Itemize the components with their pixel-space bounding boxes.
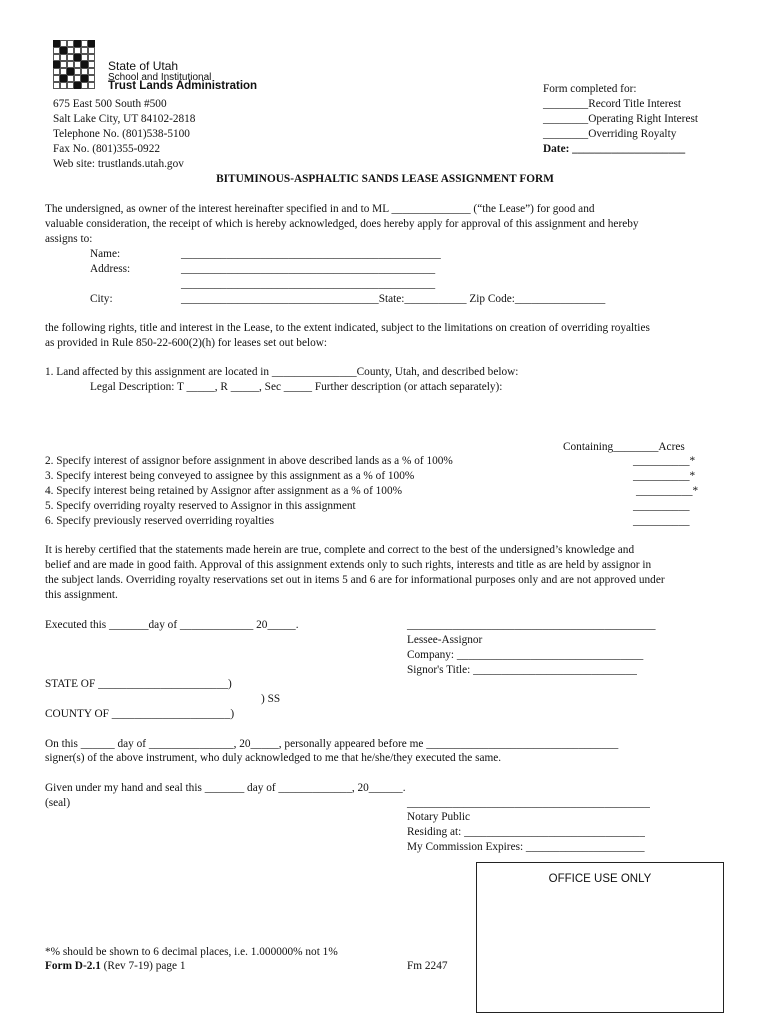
form-for-option[interactable]: ________Operating Right Interest xyxy=(543,113,698,125)
executed-line[interactable]: Executed this _______day of _____________ 20_____. xyxy=(45,619,299,631)
interest-blank[interactable]: __________ xyxy=(633,515,690,527)
rights-line: the following rights, title and interest in the Lease, to the extent indicated, subject to the limitations on creation of overriding royalties xyxy=(45,322,650,334)
seal-label: (seal) xyxy=(45,797,71,809)
address-line: Salt Lake City, UT 84102-2818 xyxy=(53,113,196,125)
signor-title-field[interactable]: Signor's Title: _____________________________ xyxy=(407,664,637,676)
address-label: Address: xyxy=(90,263,131,275)
logo-line3: Trust Lands Administration xyxy=(108,80,258,92)
company-field[interactable]: Company: _________________________________ xyxy=(407,649,644,661)
office-use-label: OFFICE USE ONLY xyxy=(548,873,652,885)
state-of-field[interactable]: STATE OF _______________________) xyxy=(45,678,232,690)
fm-number: Fm 2247 xyxy=(407,960,448,972)
intro-line: valuable consideration, the receipt of which is hereby acknowledged, does hereby apply for approval of this assignment and hereby xyxy=(45,218,639,230)
commission-expires-field[interactable]: My Commission Expires: _____________________ xyxy=(407,841,645,853)
interest-item: 4. Specify interest being retained by Assignor after assignment as a % of 100% xyxy=(45,485,403,497)
acknowledgement-line: On this ______ day of _______________, 20_____, personally appeared before me __________________________________ xyxy=(45,738,619,750)
city-state-zip-field[interactable]: ___________________________________State:___________ Zip Code:________________ xyxy=(181,293,606,305)
interest-blank[interactable]: __________* xyxy=(636,485,699,497)
form-for-heading: Form completed for: xyxy=(543,83,637,95)
rights-line: as provided in Rule 850-22-600(2)(h) for leases set out below: xyxy=(45,337,328,349)
office-use-box xyxy=(476,862,724,1013)
form-id: Form D-2.1 xyxy=(45,960,101,972)
logo-line2: School and Institutional xyxy=(108,72,212,83)
interest-item: 2. Specify interest of assignor before assignment in above described lands as a % of 100% xyxy=(45,455,453,467)
lessee-assignor-label: Lessee-Assignor xyxy=(407,634,483,646)
form-revision: (Rev 7-19) page 1 xyxy=(100,960,186,972)
interest-item: 5. Specify overriding royalty reserved to Assignor in this assignment xyxy=(45,500,356,512)
certify-line: It is hereby certified that the statements made herein are true, complete and correct to the best of the undersigned’s knowledge and xyxy=(45,544,635,556)
address-line: Web site: trustlands.utah.gov xyxy=(53,158,184,170)
logo-line1: State of Utah xyxy=(108,59,179,73)
signature-line[interactable]: ____________________________________________ xyxy=(407,619,656,631)
ss-label: ) SS xyxy=(261,693,281,705)
certify-line: the subject lands. Overriding royalty reservations set out in items 5 and 6 are for informational purposes only and are not approved under xyxy=(45,574,665,586)
certify-line: this assignment. xyxy=(45,589,118,601)
legal-description-line: Legal Description: T _____, R _____, Sec _____ Further description (or attach separately): xyxy=(90,381,503,393)
address-line: Telephone No. (801)538-5100 xyxy=(53,128,190,140)
address-field-2[interactable]: _____________________________________________ xyxy=(181,278,436,290)
name-field[interactable]: ______________________________________________ xyxy=(181,248,441,260)
interest-item: 6. Specify previously reserved overriding royalties xyxy=(45,515,275,527)
address-line: 675 East 500 South #500 xyxy=(53,98,167,110)
interest-blank[interactable]: __________* xyxy=(633,455,696,467)
county-of-field[interactable]: COUNTY OF _____________________) xyxy=(45,708,235,720)
interest-blank[interactable]: __________ xyxy=(633,500,690,512)
notary-signature-line[interactable]: ___________________________________________ xyxy=(407,797,650,809)
interest-blank[interactable]: __________* xyxy=(633,470,696,482)
address-field[interactable]: _____________________________________________ xyxy=(181,263,436,275)
intro-line: assigns to: xyxy=(45,233,93,245)
footer-form-id xyxy=(45,960,186,973)
trust-lands-logo-grid xyxy=(53,40,105,92)
acknowledgement-line: signer(s) of the above instrument, who duly acknowledged to me that he/she/they executed the same. xyxy=(45,752,502,764)
notary-public-label: Notary Public xyxy=(407,811,471,823)
form-for-option[interactable]: ________Overriding Royalty xyxy=(543,128,677,140)
name-label: Name: xyxy=(90,248,121,260)
land-affected-line: 1. Land affected by this assignment are located in _______________County, Utah, and described below: xyxy=(45,366,519,378)
containing-acres[interactable]: Containing________Acres xyxy=(563,441,685,453)
city-label: City: xyxy=(90,293,113,305)
form-title: BITUMINOUS-ASPHALTIC SANDS LEASE ASSIGNMENT FORM xyxy=(216,173,554,185)
intro-line: The undersigned, as owner of the interest hereinafter specified in and to ML ______________ (“the Lease”) for good and xyxy=(45,203,595,215)
given-under-hand-line[interactable]: Given under my hand and seal this _______ day of _____________, 20______. xyxy=(45,782,406,794)
address-line: Fax No. (801)355-0922 xyxy=(53,143,160,155)
footnote: *% should be shown to 6 decimal places, i.e. 1.000000% not 1% xyxy=(45,946,338,958)
residing-at-field[interactable]: Residing at: ________________________________ xyxy=(407,826,645,838)
interest-item: 3. Specify interest being conveyed to assignee by this assignment as a % of 100% xyxy=(45,470,415,482)
certify-line: belief and are made in good faith. Approval of this assignment extends only to such rights, interests and title as are held by assignor in xyxy=(45,559,652,571)
form-for-option[interactable]: ________Record Title Interest xyxy=(543,98,682,110)
date-field[interactable]: Date: ____________________ xyxy=(543,143,686,155)
